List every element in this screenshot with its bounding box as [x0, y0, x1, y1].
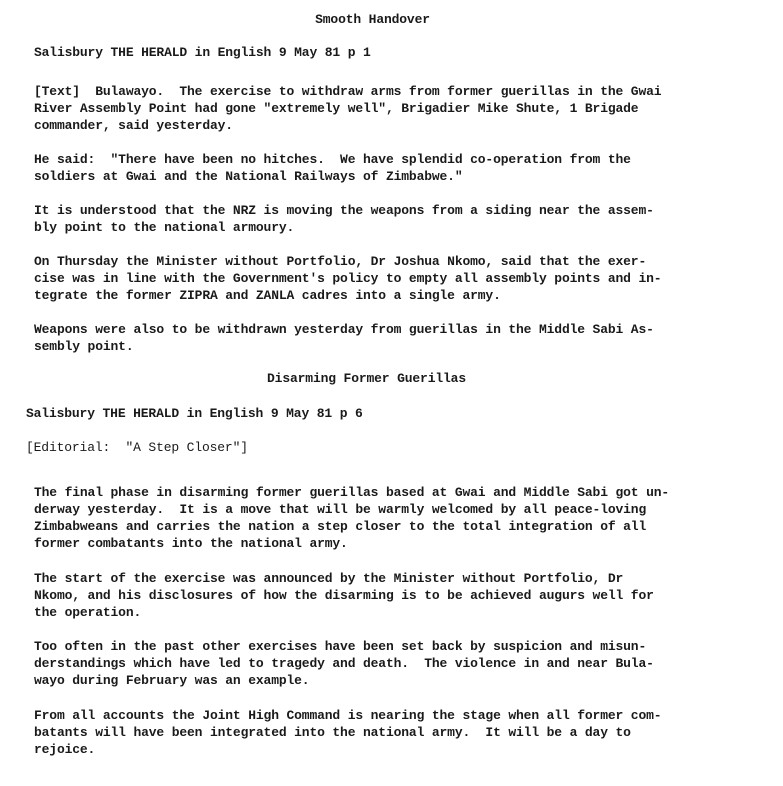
text-line: soldiers at Gwai and the National Railways of Zimbabwe."	[34, 169, 463, 184]
text-line: It is understood that the NRZ is moving the weapons from a siding near the assem-	[34, 203, 654, 218]
text-line: wayo during February was an example.	[34, 673, 310, 688]
text-line: Too often in the past other exercises have been set back by suspicion and misun-	[34, 639, 647, 654]
text-line: cise was in line with the Government's policy to empty all assembly points and in-	[34, 271, 662, 286]
text-line: rejoice.	[34, 742, 96, 757]
text-line: Nkomo, and his disclosures of how the disarming is to be achieved augurs well for	[34, 588, 654, 603]
text-line: River Assembly Point had gone "extremely well", Brigadier Mike Shute, 1 Brigade	[34, 101, 639, 116]
text-line: bly point to the national armoury.	[34, 220, 295, 235]
article2-source: Salisbury THE HERALD in English 9 May 81 p 6	[26, 406, 363, 421]
text-line: batants will have been integrated into the national army. It will be a day to	[34, 725, 631, 740]
text-line: The start of the exercise was announced by the Minister without Portfolio, Dr	[34, 571, 624, 586]
text-line: Weapons were also to be withdrawn yesterday from guerillas in the Middle Sabi As-	[34, 322, 654, 337]
text-line: The final phase in disarming former guerillas based at Gwai and Middle Sabi got un-	[34, 485, 670, 500]
text-line: tegrate the former ZIPRA and ZANLA cadres into a single army.	[34, 288, 501, 303]
text-line: derway yesterday. It is a move that will be warmly welcomed by all peace-loving	[34, 502, 647, 517]
article1-title: Smooth Handover	[315, 12, 430, 27]
text-line: [Text] Bulawayo. The exercise to withdraw arms from former guerillas in the Gwai	[34, 84, 662, 99]
article1-source: Salisbury THE HERALD in English 9 May 81 p 1	[34, 45, 371, 60]
text-line: On Thursday the Minister without Portfolio, Dr Joshua Nkomo, said that the exer-	[34, 254, 647, 269]
text-line: the operation.	[34, 605, 142, 620]
text-line: He said: "There have been no hitches. We have splendid co-operation from the	[34, 152, 631, 167]
text-line: sembly point.	[34, 339, 134, 354]
text-line: former combatants into the national army.	[34, 536, 348, 551]
text-line: derstandings which have led to tragedy and death. The violence in and near Bula-	[34, 656, 654, 671]
article2-subtitle: [Editorial: "A Step Closer"]	[26, 440, 248, 455]
text-line: Zimbabweans and carries the nation a step closer to the total integration of all	[34, 519, 647, 534]
text-line: From all accounts the Joint High Command is nearing the stage when all former com-	[34, 708, 662, 723]
text-line: commander, said yesterday.	[34, 118, 233, 133]
article2-title: Disarming Former Guerillas	[267, 371, 466, 386]
